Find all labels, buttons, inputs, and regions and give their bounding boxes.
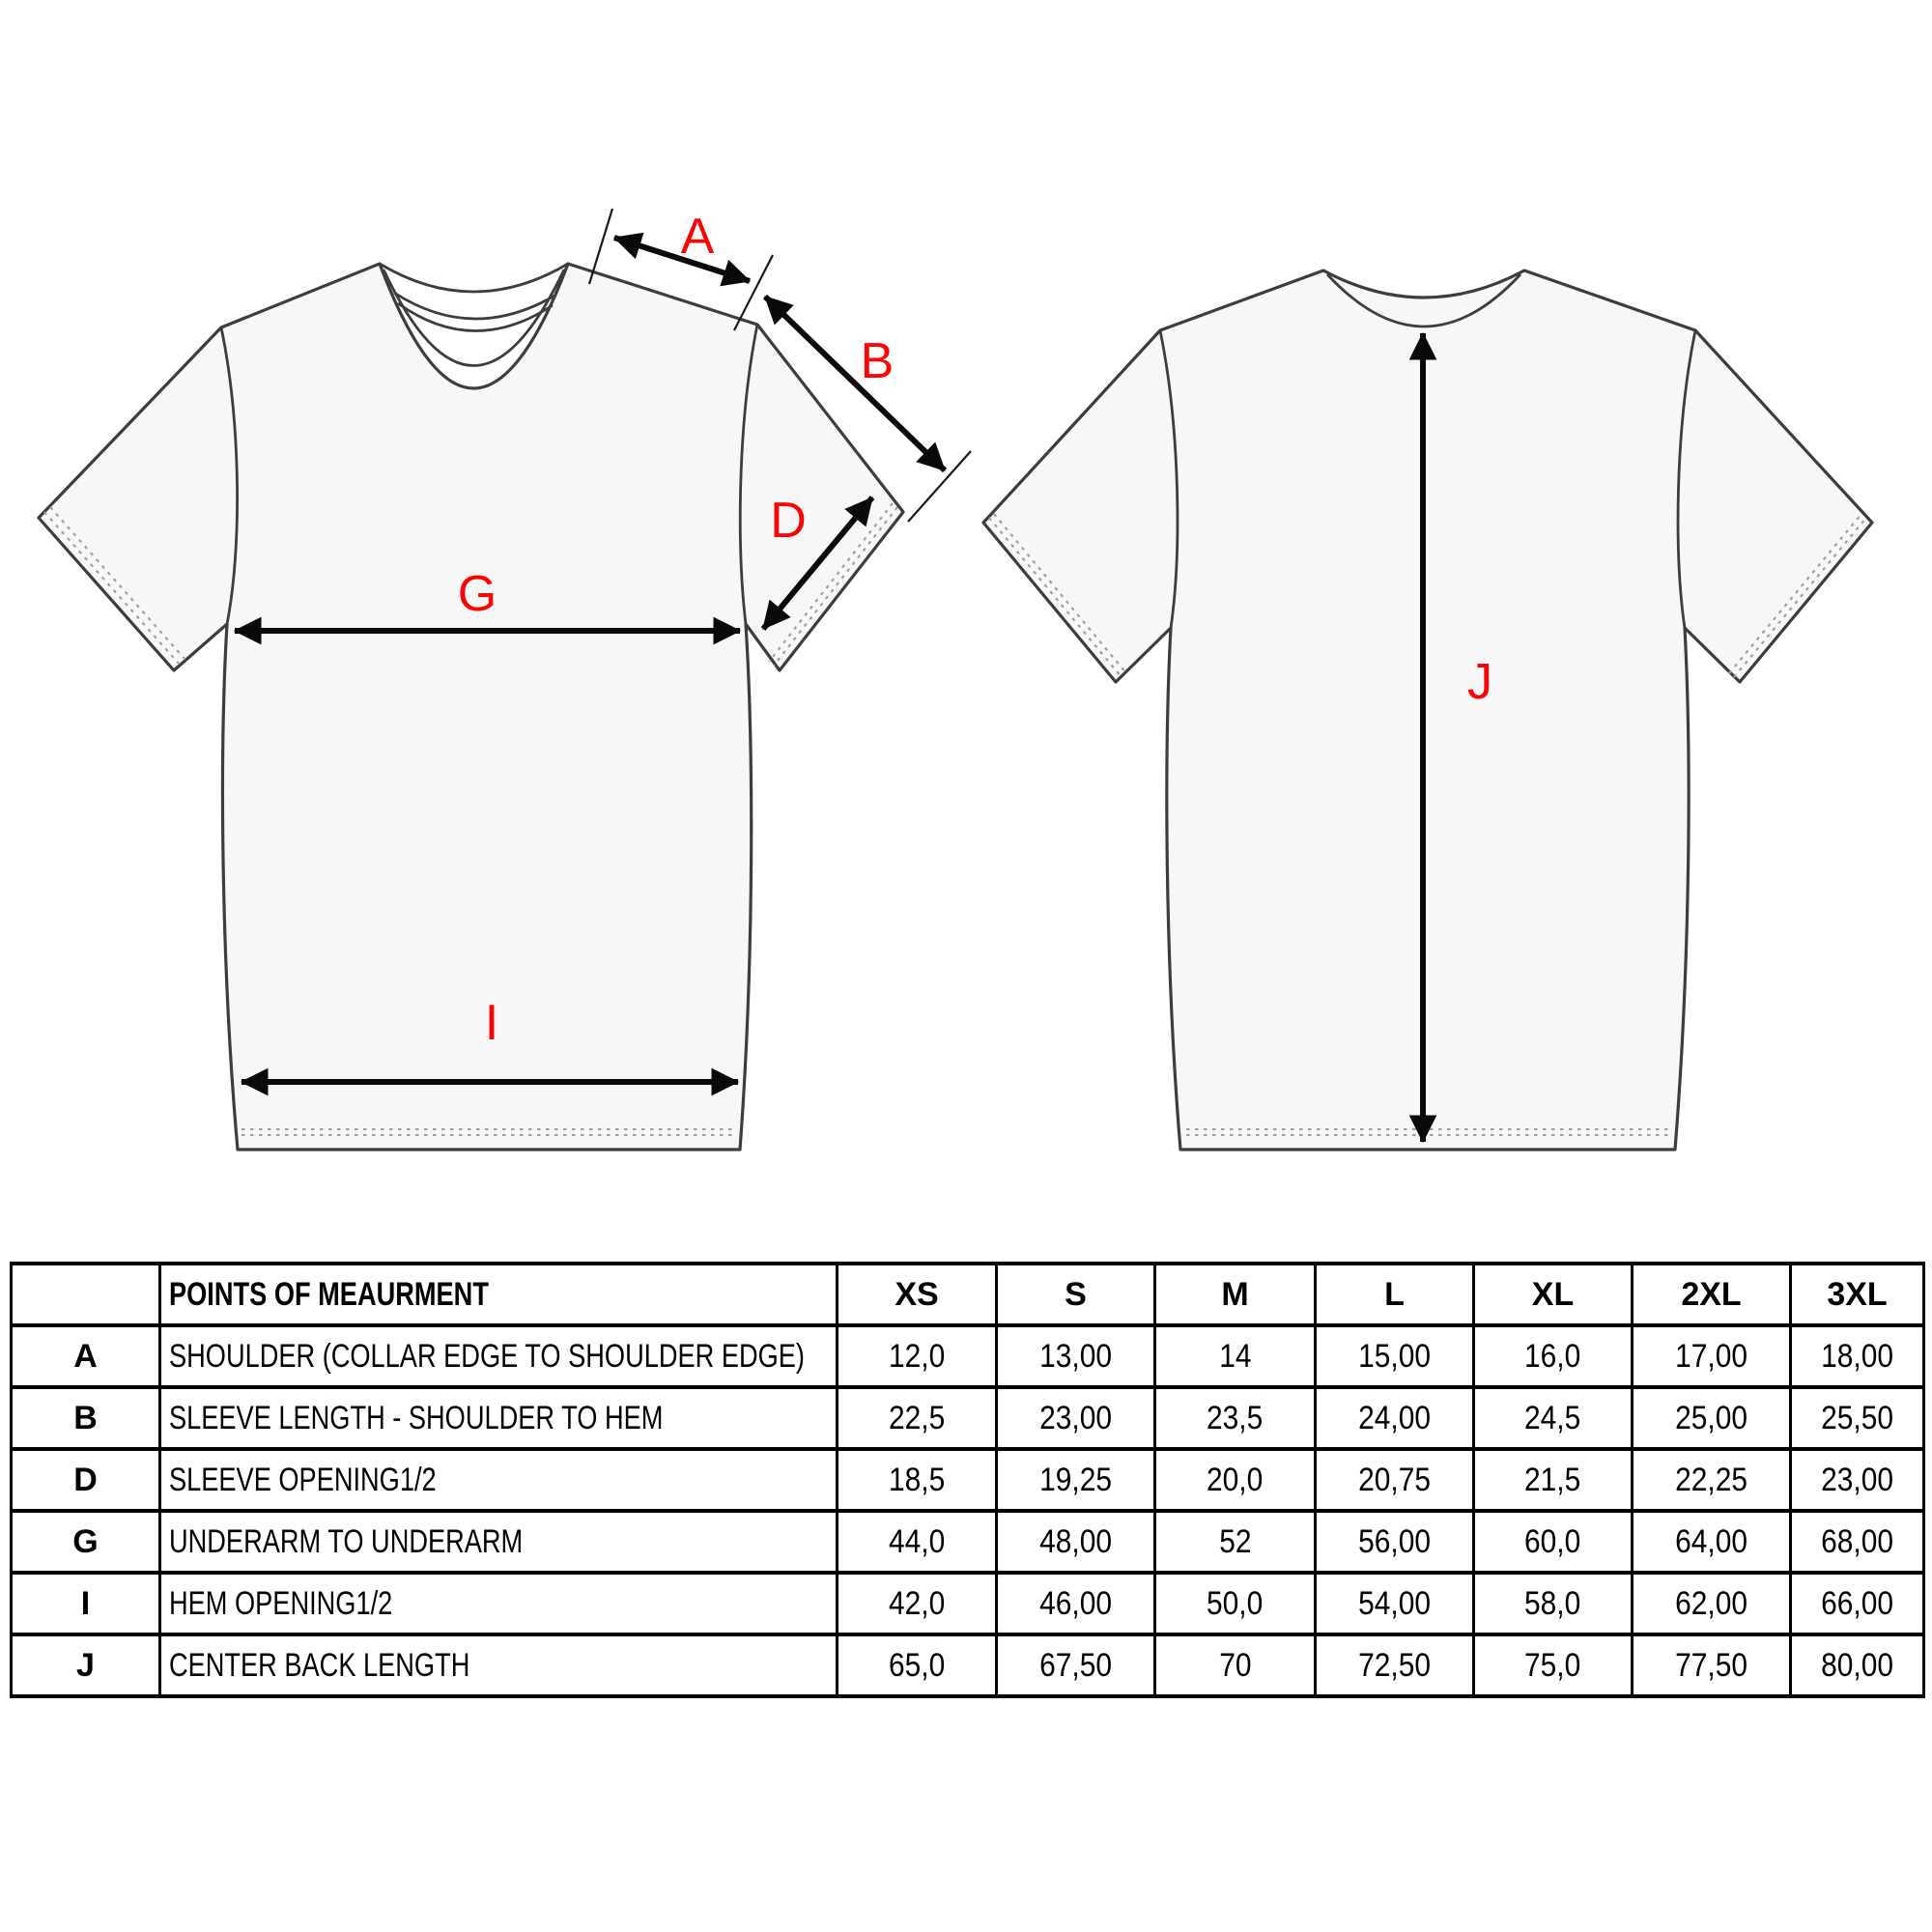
col-header-l: L	[1316, 1264, 1474, 1325]
letter-cell: A	[12, 1325, 160, 1387]
value: 21,5	[1524, 1461, 1581, 1498]
value: 42,0	[888, 1584, 946, 1622]
value-cell	[1316, 1511, 1474, 1573]
back-shirt-outline	[983, 270, 1872, 1150]
value-cell	[838, 1634, 997, 1696]
value-cell	[1791, 1325, 1924, 1387]
measurement-name-cell	[160, 1387, 838, 1449]
table-row-d	[12, 1449, 1924, 1511]
col-header-s: S	[997, 1264, 1155, 1325]
value-cell	[997, 1449, 1155, 1511]
value-cell	[838, 1387, 997, 1449]
value: 23,5	[1207, 1399, 1264, 1436]
value: 15,00	[1358, 1337, 1431, 1375]
table-row-j	[12, 1634, 1924, 1696]
value: 12,0	[888, 1337, 946, 1375]
value-cell	[1316, 1573, 1474, 1634]
value-cell	[1633, 1387, 1791, 1449]
measurement-name-cell	[160, 1511, 838, 1573]
label-d: D	[770, 493, 807, 549]
value: 14	[1218, 1337, 1252, 1375]
value-cell	[1316, 1449, 1474, 1511]
value: 23,00	[1821, 1461, 1893, 1498]
value-cell	[1474, 1573, 1633, 1634]
value: 16,0	[1524, 1337, 1581, 1375]
value-cell	[1155, 1387, 1316, 1449]
value: 54,00	[1358, 1584, 1431, 1622]
value: 65,0	[888, 1646, 946, 1684]
value-cell	[1155, 1573, 1316, 1634]
measurement-name: HEM OPENING1/2	[169, 1584, 393, 1622]
label-g: G	[457, 566, 497, 622]
letter-cell: G	[12, 1511, 160, 1573]
measurement-name: UNDERARM TO UNDERARM	[169, 1522, 524, 1560]
value-cell	[1155, 1634, 1316, 1696]
value-cell	[1155, 1325, 1316, 1387]
value-cell	[1791, 1449, 1924, 1511]
value: 18,00	[1821, 1337, 1893, 1375]
measurement-name-cell	[160, 1449, 838, 1511]
value: 22,5	[888, 1399, 946, 1436]
value-cell	[1155, 1511, 1316, 1573]
front-shirt-outline	[39, 264, 903, 1150]
value: 66,00	[1821, 1584, 1893, 1622]
value: 58,0	[1524, 1584, 1581, 1622]
table-row-a	[12, 1325, 1924, 1387]
value-cell	[1474, 1634, 1633, 1696]
value: 17,00	[1675, 1337, 1747, 1375]
value-cell	[1633, 1449, 1791, 1511]
col-header-m: M	[1155, 1264, 1316, 1325]
value-cell	[997, 1634, 1155, 1696]
label-b: B	[860, 333, 895, 389]
value-cell	[1316, 1325, 1474, 1387]
value-cell	[1474, 1511, 1633, 1573]
value-cell	[1316, 1387, 1474, 1449]
value-cell	[838, 1449, 997, 1511]
label-i: I	[484, 995, 499, 1051]
value-cell	[1791, 1634, 1924, 1696]
value: 67,50	[1039, 1646, 1112, 1684]
value: 24,00	[1358, 1399, 1431, 1436]
col-header-2xl: 2XL	[1633, 1264, 1791, 1325]
measurement-name-cell	[160, 1573, 838, 1634]
back-view	[983, 270, 1872, 1150]
value: 48,00	[1039, 1522, 1112, 1560]
value: 22,25	[1675, 1461, 1747, 1498]
col-header-xl: XL	[1474, 1264, 1633, 1325]
value: 80,00	[1821, 1646, 1893, 1684]
value: 70	[1218, 1646, 1252, 1684]
value: 62,00	[1675, 1584, 1747, 1622]
value: 20,75	[1358, 1461, 1431, 1498]
value-cell	[997, 1325, 1155, 1387]
value: 20,0	[1207, 1461, 1264, 1498]
value: 64,00	[1675, 1522, 1747, 1560]
value-cell	[1155, 1449, 1316, 1511]
value-cell	[1633, 1325, 1791, 1387]
value-cell	[838, 1511, 997, 1573]
value: 19,25	[1039, 1461, 1112, 1498]
value: 77,50	[1675, 1646, 1747, 1684]
value-cell	[838, 1573, 997, 1634]
measurement-name: SLEEVE OPENING1/2	[169, 1461, 437, 1498]
measurement-name: SLEEVE LENGTH - SHOULDER TO HEM	[169, 1399, 664, 1436]
value: 50,0	[1207, 1584, 1264, 1622]
letter-cell: J	[12, 1634, 160, 1696]
front-collar-back-edge	[380, 264, 568, 292]
value-cell	[1633, 1511, 1791, 1573]
value-cell	[997, 1573, 1155, 1634]
value: 44,0	[888, 1522, 946, 1560]
col-header-3xl: 3XL	[1791, 1264, 1924, 1325]
measurement-name: CENTER BACK LENGTH	[169, 1646, 470, 1684]
col-header-xs: XS	[838, 1264, 997, 1325]
header-points-cell	[160, 1264, 838, 1325]
value-cell	[1633, 1634, 1791, 1696]
value-cell	[1791, 1511, 1924, 1573]
measurement-name: SHOULDER (COLLAR EDGE TO SHOULDER EDGE)	[169, 1337, 805, 1375]
table-row-b	[12, 1387, 1924, 1449]
value: 13,00	[1039, 1337, 1112, 1375]
value-cell	[997, 1511, 1155, 1573]
value: 25,00	[1675, 1399, 1747, 1436]
value: 56,00	[1358, 1522, 1431, 1560]
value: 60,0	[1524, 1522, 1581, 1560]
letter-cell: D	[12, 1449, 160, 1511]
header-letter-cell	[12, 1264, 160, 1325]
letter-cell: B	[12, 1387, 160, 1449]
table-row-i	[12, 1573, 1924, 1634]
dim-tick-shoulder-edge	[734, 255, 773, 330]
value: 23,00	[1039, 1399, 1112, 1436]
value: 46,00	[1039, 1584, 1112, 1622]
label-a: A	[680, 209, 715, 265]
measurement-name-cell	[160, 1325, 838, 1387]
value: 75,0	[1524, 1646, 1581, 1684]
value-cell	[997, 1387, 1155, 1449]
value-cell	[1316, 1634, 1474, 1696]
value: 24,5	[1524, 1399, 1581, 1436]
value-cell	[1474, 1325, 1633, 1387]
value: 52	[1218, 1522, 1252, 1560]
header-points-label: POINTS OF MEAURMENT	[169, 1275, 489, 1313]
measurement-name-cell	[160, 1634, 838, 1696]
table-header-row	[12, 1264, 1924, 1325]
value-cell	[1633, 1573, 1791, 1634]
value-cell	[1791, 1387, 1924, 1449]
value: 25,50	[1821, 1399, 1893, 1436]
value: 72,50	[1358, 1646, 1431, 1684]
value: 68,00	[1821, 1522, 1893, 1560]
value-cell	[838, 1325, 997, 1387]
letter-cell: I	[12, 1573, 160, 1634]
label-j: J	[1467, 654, 1492, 710]
table-row-g	[12, 1511, 1924, 1573]
front-view	[39, 209, 971, 1150]
value: 18,5	[888, 1461, 946, 1498]
value-cell	[1474, 1449, 1633, 1511]
value-cell	[1791, 1573, 1924, 1634]
value-cell	[1474, 1387, 1633, 1449]
size-table	[10, 1262, 1925, 1698]
